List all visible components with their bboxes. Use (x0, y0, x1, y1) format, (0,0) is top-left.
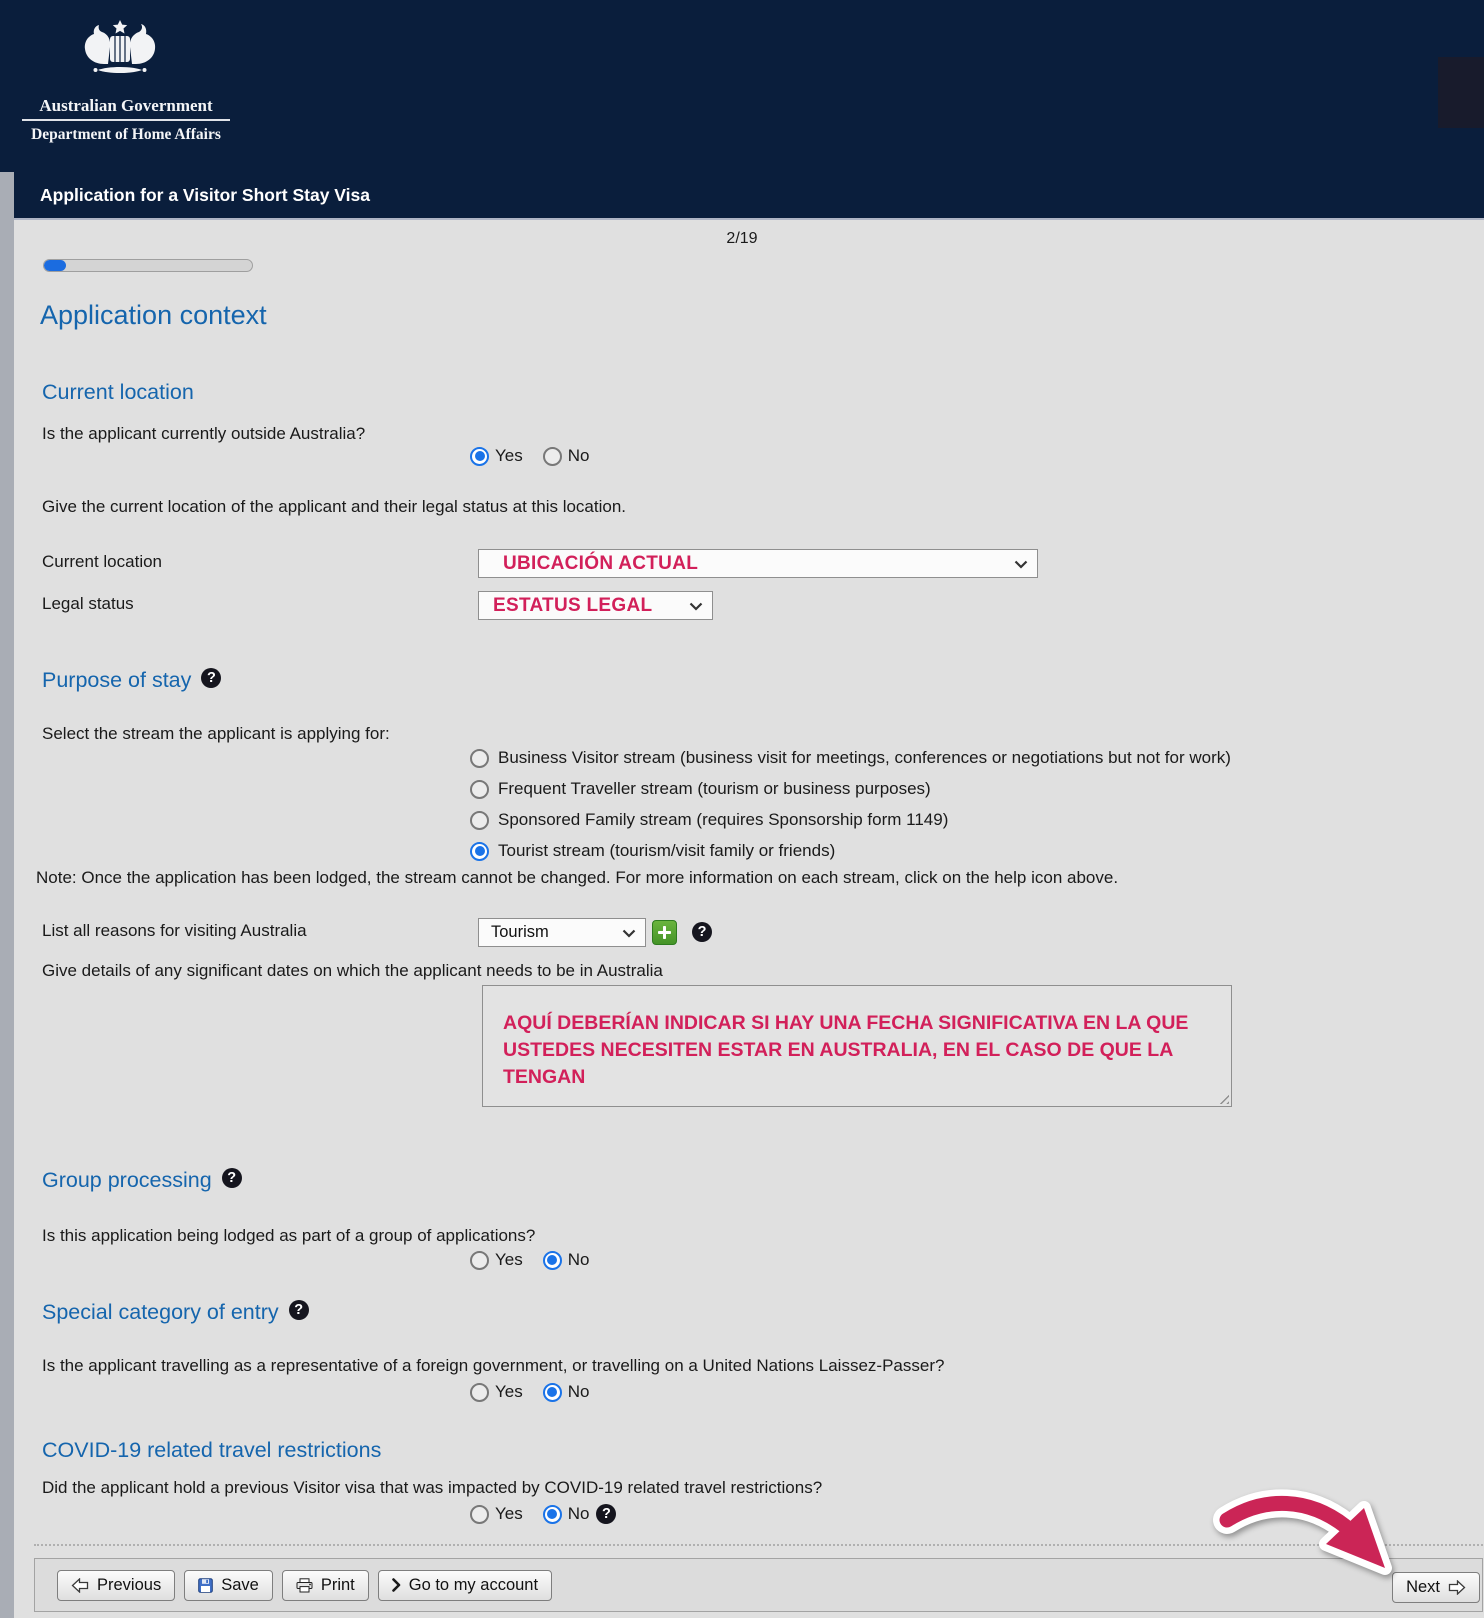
form-title: Application for a Visitor Short Stay Visa (40, 185, 370, 205)
radio-covid-no-label[interactable]: No (567, 1504, 590, 1523)
government-name: Australian Government (39, 96, 213, 115)
window-edge-strip (0, 172, 14, 1618)
stream-label[interactable]: Frequent Traveller stream (tourism or business purposes) (498, 779, 931, 798)
previous-button[interactable]: Previous (57, 1570, 175, 1601)
section-heading-purpose: Purpose of stay ? (42, 668, 221, 693)
question-outside-australia: Is the applicant currently outside Australia? (42, 424, 366, 443)
banner-corner-panel (1438, 57, 1484, 128)
help-icon-group[interactable]: ? (222, 1168, 242, 1188)
legal-status-value: ESTATUS LEGAL (493, 594, 653, 616)
floppy-disk-icon (198, 1578, 213, 1593)
radio-group-no[interactable] (543, 1251, 562, 1270)
progress-bar-fill (44, 260, 66, 271)
chevron-down-icon (689, 602, 703, 611)
reasons-value: Tourism (491, 923, 549, 941)
emu-figure (130, 24, 155, 64)
account-button[interactable]: Go to my account (378, 1570, 552, 1601)
dates-label: Give details of any significant dates on which the applicant needs to be in Australia (42, 961, 663, 980)
section-heading-current-location: Current location (42, 380, 194, 404)
radio-covid-no[interactable] (543, 1505, 562, 1524)
covid-yesno (470, 1504, 616, 1524)
radio-outside-no-label[interactable]: No (567, 446, 590, 465)
current-location-value: UBICACIÓN ACTUAL (503, 552, 699, 574)
radio-outside-yes[interactable] (470, 447, 489, 466)
dates-annotation-text: AQUÍ DEBERÍAN INDICAR SI HAY UNA FECHA SIGNIFICATIVA EN LA QUE USTEDES NECESITEN ESTAR EN AUSTRALIA, EN EL CASO DE QUE LA TENGAN (503, 1012, 1189, 1088)
arrow-left-icon (71, 1578, 89, 1593)
section-heading-group: Group processing ? (42, 1168, 242, 1193)
help-icon-purpose[interactable]: ? (201, 668, 221, 688)
stream-label[interactable]: Business Visitor stream (business visit for meetings, conferences or negotiations but not for work) (498, 748, 1231, 767)
radio-group-yes-label[interactable]: Yes (495, 1250, 523, 1269)
special-yesno (470, 1382, 589, 1402)
stream-option (470, 810, 948, 830)
radio-outside-yes-label[interactable]: Yes (495, 446, 523, 465)
section-heading-special: Special category of entry ? (42, 1300, 309, 1325)
progress-bar (43, 259, 253, 272)
group-yesno (470, 1250, 589, 1270)
radio-group-no-label[interactable]: No (567, 1250, 590, 1269)
location-instruction: Give the current location of the applicant and their legal status at this location. (42, 497, 627, 516)
government-banner (0, 0, 1484, 172)
reasons-label: List all reasons for visiting Australia (42, 921, 307, 940)
chevron-down-icon (1014, 560, 1028, 569)
help-icon-special[interactable]: ? (289, 1300, 309, 1320)
stream-prompt: Select the stream the applicant is applying for: (42, 724, 390, 743)
radio-special-no[interactable] (543, 1383, 562, 1402)
chevron-right-icon (392, 1578, 401, 1592)
add-reason-button[interactable] (652, 920, 677, 945)
radio-stream-frequent[interactable] (470, 780, 489, 799)
stream-label[interactable]: Tourist stream (tourism/visit family or friends) (498, 841, 836, 860)
print-button[interactable]: Print (282, 1570, 369, 1601)
stream-option (470, 748, 1231, 768)
radio-stream-tourist[interactable] (470, 842, 489, 861)
step-indicator: 2/19 (726, 230, 758, 247)
stream-option (470, 779, 931, 799)
title-bar-rule (0, 218, 1484, 220)
question-special: Is the applicant travelling as a representative of a foreign government, or travelling on a United Nations Laissez-Passer? (42, 1356, 945, 1375)
next-button[interactable]: Next (1392, 1572, 1480, 1603)
page-title: Application context (40, 300, 267, 330)
banner-divider (22, 119, 230, 121)
kangaroo-figure (85, 25, 110, 64)
plus-icon (658, 926, 671, 939)
arrow-right-icon (1448, 1580, 1466, 1595)
select-reasons[interactable] (478, 918, 646, 947)
stream-label[interactable]: Sponsored Family stream (requires Sponsorship form 1149) (498, 810, 949, 829)
legal-status-label: Legal status (42, 594, 134, 613)
radio-covid-yes-label[interactable]: Yes (495, 1504, 523, 1523)
radio-group-yes[interactable] (470, 1251, 489, 1270)
stream-option (470, 841, 835, 861)
annotation-arrow (1213, 1486, 1403, 1581)
radio-stream-business[interactable] (470, 749, 489, 768)
radio-special-yes-label[interactable]: Yes (495, 1382, 523, 1401)
radio-covid-yes[interactable] (470, 1505, 489, 1524)
radio-special-yes[interactable] (470, 1383, 489, 1402)
outside-australia-yesno (470, 446, 589, 466)
current-location-label: Current location (42, 552, 163, 571)
significant-dates-textarea[interactable] (482, 985, 1232, 1107)
chevron-down-icon (622, 929, 636, 938)
select-legal-status[interactable] (478, 591, 713, 620)
select-current-location[interactable] (478, 549, 1038, 578)
help-icon-reasons[interactable]: ? (692, 922, 712, 942)
stream-note: Note: Once the application has been lodged, the stream cannot be changed. For more information on each stream, click on the help icon above. (36, 868, 1119, 887)
save-button[interactable]: Save (184, 1570, 273, 1601)
coat-of-arms-logo (70, 18, 170, 94)
printer-icon (296, 1578, 313, 1593)
textarea-resize-handle[interactable] (1218, 1093, 1229, 1104)
radio-outside-no[interactable] (543, 447, 562, 466)
radio-stream-sponsored[interactable] (470, 811, 489, 830)
radio-special-no-label[interactable]: No (567, 1382, 590, 1401)
question-group: Is this application being lodged as part of a group of applications? (42, 1226, 536, 1245)
department-name: Department of Home Affairs (31, 126, 221, 143)
section-heading-covid: COVID-19 related travel restrictions (42, 1438, 382, 1462)
help-icon-covid[interactable]: ? (596, 1504, 616, 1524)
question-covid: Did the applicant hold a previous Visitor visa that was impacted by COVID-19 related travel restrictions? (42, 1478, 823, 1497)
